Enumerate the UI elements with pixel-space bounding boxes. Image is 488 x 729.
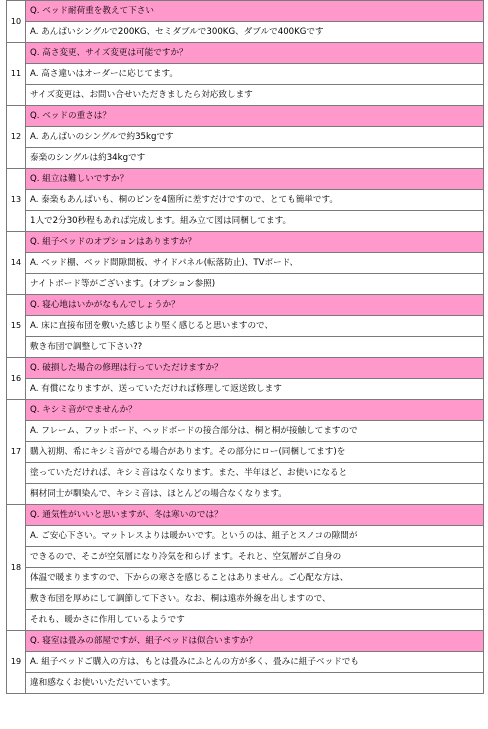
faq-answer-line: 敷き布団を厚めにして調節して下さい。なお、桐は遠赤外線を出しますので、 <box>26 589 484 610</box>
faq-answer-line: 塗っていただければ、キシミ音はなくなります。また、半年ほど、お使いになると <box>26 463 484 484</box>
faq-answer-row <box>7 64 484 85</box>
faq-question-row <box>7 43 484 64</box>
faq-answer-row <box>7 337 484 358</box>
faq-question: Q. 通気性がいいと思いますが、冬は寒いのでは？ <box>26 505 484 526</box>
faq-answer-line: A. ベッド棚、ベッド間隙間板、サイドパネル(転落防止)、TVボード、 <box>26 253 484 274</box>
faq-number: 19 <box>7 631 26 694</box>
faq-answer-row <box>7 274 484 295</box>
faq-question-row <box>7 358 484 379</box>
faq-answer-line: A. ご安心下さい。マットレスよりは暖かいです。というのは、組子とスノコの隙間が <box>26 526 484 547</box>
faq-answer-row <box>7 253 484 274</box>
faq-body <box>7 1 484 694</box>
faq-answer-line: できるので、そこが空気層になり冷気を和らげ ます。それと、空気層がご自身の <box>26 547 484 568</box>
faq-question: Q. 高さ変更、サイズ変更は可能ですか？ <box>26 43 484 64</box>
faq-answer-line: 敷き布団で調整して下さい?? <box>26 337 484 358</box>
faq-answer-row <box>7 610 484 631</box>
faq-answer-line: 購入初期、希にキシミ音がでる場合があります。その部分にロー(同梱してます)を <box>26 442 484 463</box>
faq-question: Q. 寝室は畳みの部屋ですが、組子ベッドは似合いますか？ <box>26 631 484 652</box>
faq-question-row <box>7 505 484 526</box>
faq-question: Q. 組立は難しいですか？ <box>26 169 484 190</box>
faq-answer-row <box>7 463 484 484</box>
faq-answer-row <box>7 211 484 232</box>
faq-question: Q. 寝心地はいかがなもんでしょうか？ <box>26 295 484 316</box>
faq-answer-line: A. 有償になりますが、送っていただければ修理して返送致します <box>26 379 484 400</box>
faq-answer-line: 違和感なくお使いいただいています。 <box>26 673 484 694</box>
faq-answer-line: A. 高さ違いはオーダーに応じてます。 <box>26 64 484 85</box>
faq-question: Q. ベッド耐荷重を教えて下さい <box>26 1 484 22</box>
faq-answer-line: A. あんばいシングルで200KG、セミダブルで300KG、ダブルで400KGです <box>26 22 484 43</box>
faq-answer-row <box>7 526 484 547</box>
faq-answer-line: 1人で2分30秒程もあれば完成します。組み立て図は同梱してます。 <box>26 211 484 232</box>
faq-question-row <box>7 295 484 316</box>
faq-answer-row <box>7 547 484 568</box>
faq-answer-line: A. 組子ベッドご購入の方は、もとは畳みにふとんの方が多く、畳みに組子ベッドでも <box>26 652 484 673</box>
faq-answer-row <box>7 127 484 148</box>
faq-question: Q. キシミ音がでませんか？ <box>26 400 484 421</box>
faq-question-row <box>7 169 484 190</box>
faq-answer-row <box>7 484 484 505</box>
faq-number: 16 <box>7 358 26 400</box>
faq-answer-line: ナイトボード等がございます。(オプション参照) <box>26 274 484 295</box>
faq-number: 15 <box>7 295 26 358</box>
faq-answer-line: A. あんばいのシングルで約35kgです <box>26 127 484 148</box>
faq-answer-row <box>7 316 484 337</box>
faq-number: 12 <box>7 106 26 169</box>
faq-answer-row <box>7 421 484 442</box>
faq-answer-line: それも、暖かさに作用しているようです <box>26 610 484 631</box>
faq-answer-row <box>7 148 484 169</box>
faq-number: 18 <box>7 505 26 631</box>
faq-question-row <box>7 400 484 421</box>
faq-answer-row <box>7 652 484 673</box>
faq-answer-row <box>7 379 484 400</box>
faq-answer-line: 泰楽のシングルは約34kgです <box>26 148 484 169</box>
faq-question-row <box>7 106 484 127</box>
faq-answer-row <box>7 673 484 694</box>
faq-answer-line: A. 泰楽もあんばいも、桐のピンを4箇所に差すだけですので、とても簡単です。 <box>26 190 484 211</box>
faq-answer-line: A. 床に直接布団を敷いた感じより堅く感じると思いますので、 <box>26 316 484 337</box>
faq-answer-row <box>7 442 484 463</box>
faq-number: 13 <box>7 169 26 232</box>
faq-number: 11 <box>7 43 26 106</box>
faq-answer-row <box>7 589 484 610</box>
faq-answer-line: A. フレーム、フットボード、ヘッドボードの接合部分は、桐と桐が接触してますので <box>26 421 484 442</box>
faq-answer-line: 桐材同士が馴染んで、キシミ音は、ほとんどの場合なくなります。 <box>26 484 484 505</box>
faq-question: Q. ベッドの重さは？ <box>26 106 484 127</box>
faq-question-row <box>7 1 484 22</box>
faq-answer-line: 体温で暖まりますので、下からの寒さを感じることはありません。ご心配な方は、 <box>26 568 484 589</box>
faq-number: 17 <box>7 400 26 505</box>
faq-answer-line: サイズ変更は、お問い合せいただきましたら対応致します <box>26 85 484 106</box>
faq-table <box>6 0 484 694</box>
faq-answer-row <box>7 85 484 106</box>
faq-number: 14 <box>7 232 26 295</box>
faq-question: Q. 破損した場合の修理は行っていただけますか？ <box>26 358 484 379</box>
faq-question-row <box>7 631 484 652</box>
faq-question: Q. 組子ベッドのオプションはありますか？ <box>26 232 484 253</box>
faq-answer-row <box>7 568 484 589</box>
faq-number: 10 <box>7 1 26 43</box>
faq-answer-row <box>7 22 484 43</box>
faq-answer-row <box>7 190 484 211</box>
faq-question-row <box>7 232 484 253</box>
